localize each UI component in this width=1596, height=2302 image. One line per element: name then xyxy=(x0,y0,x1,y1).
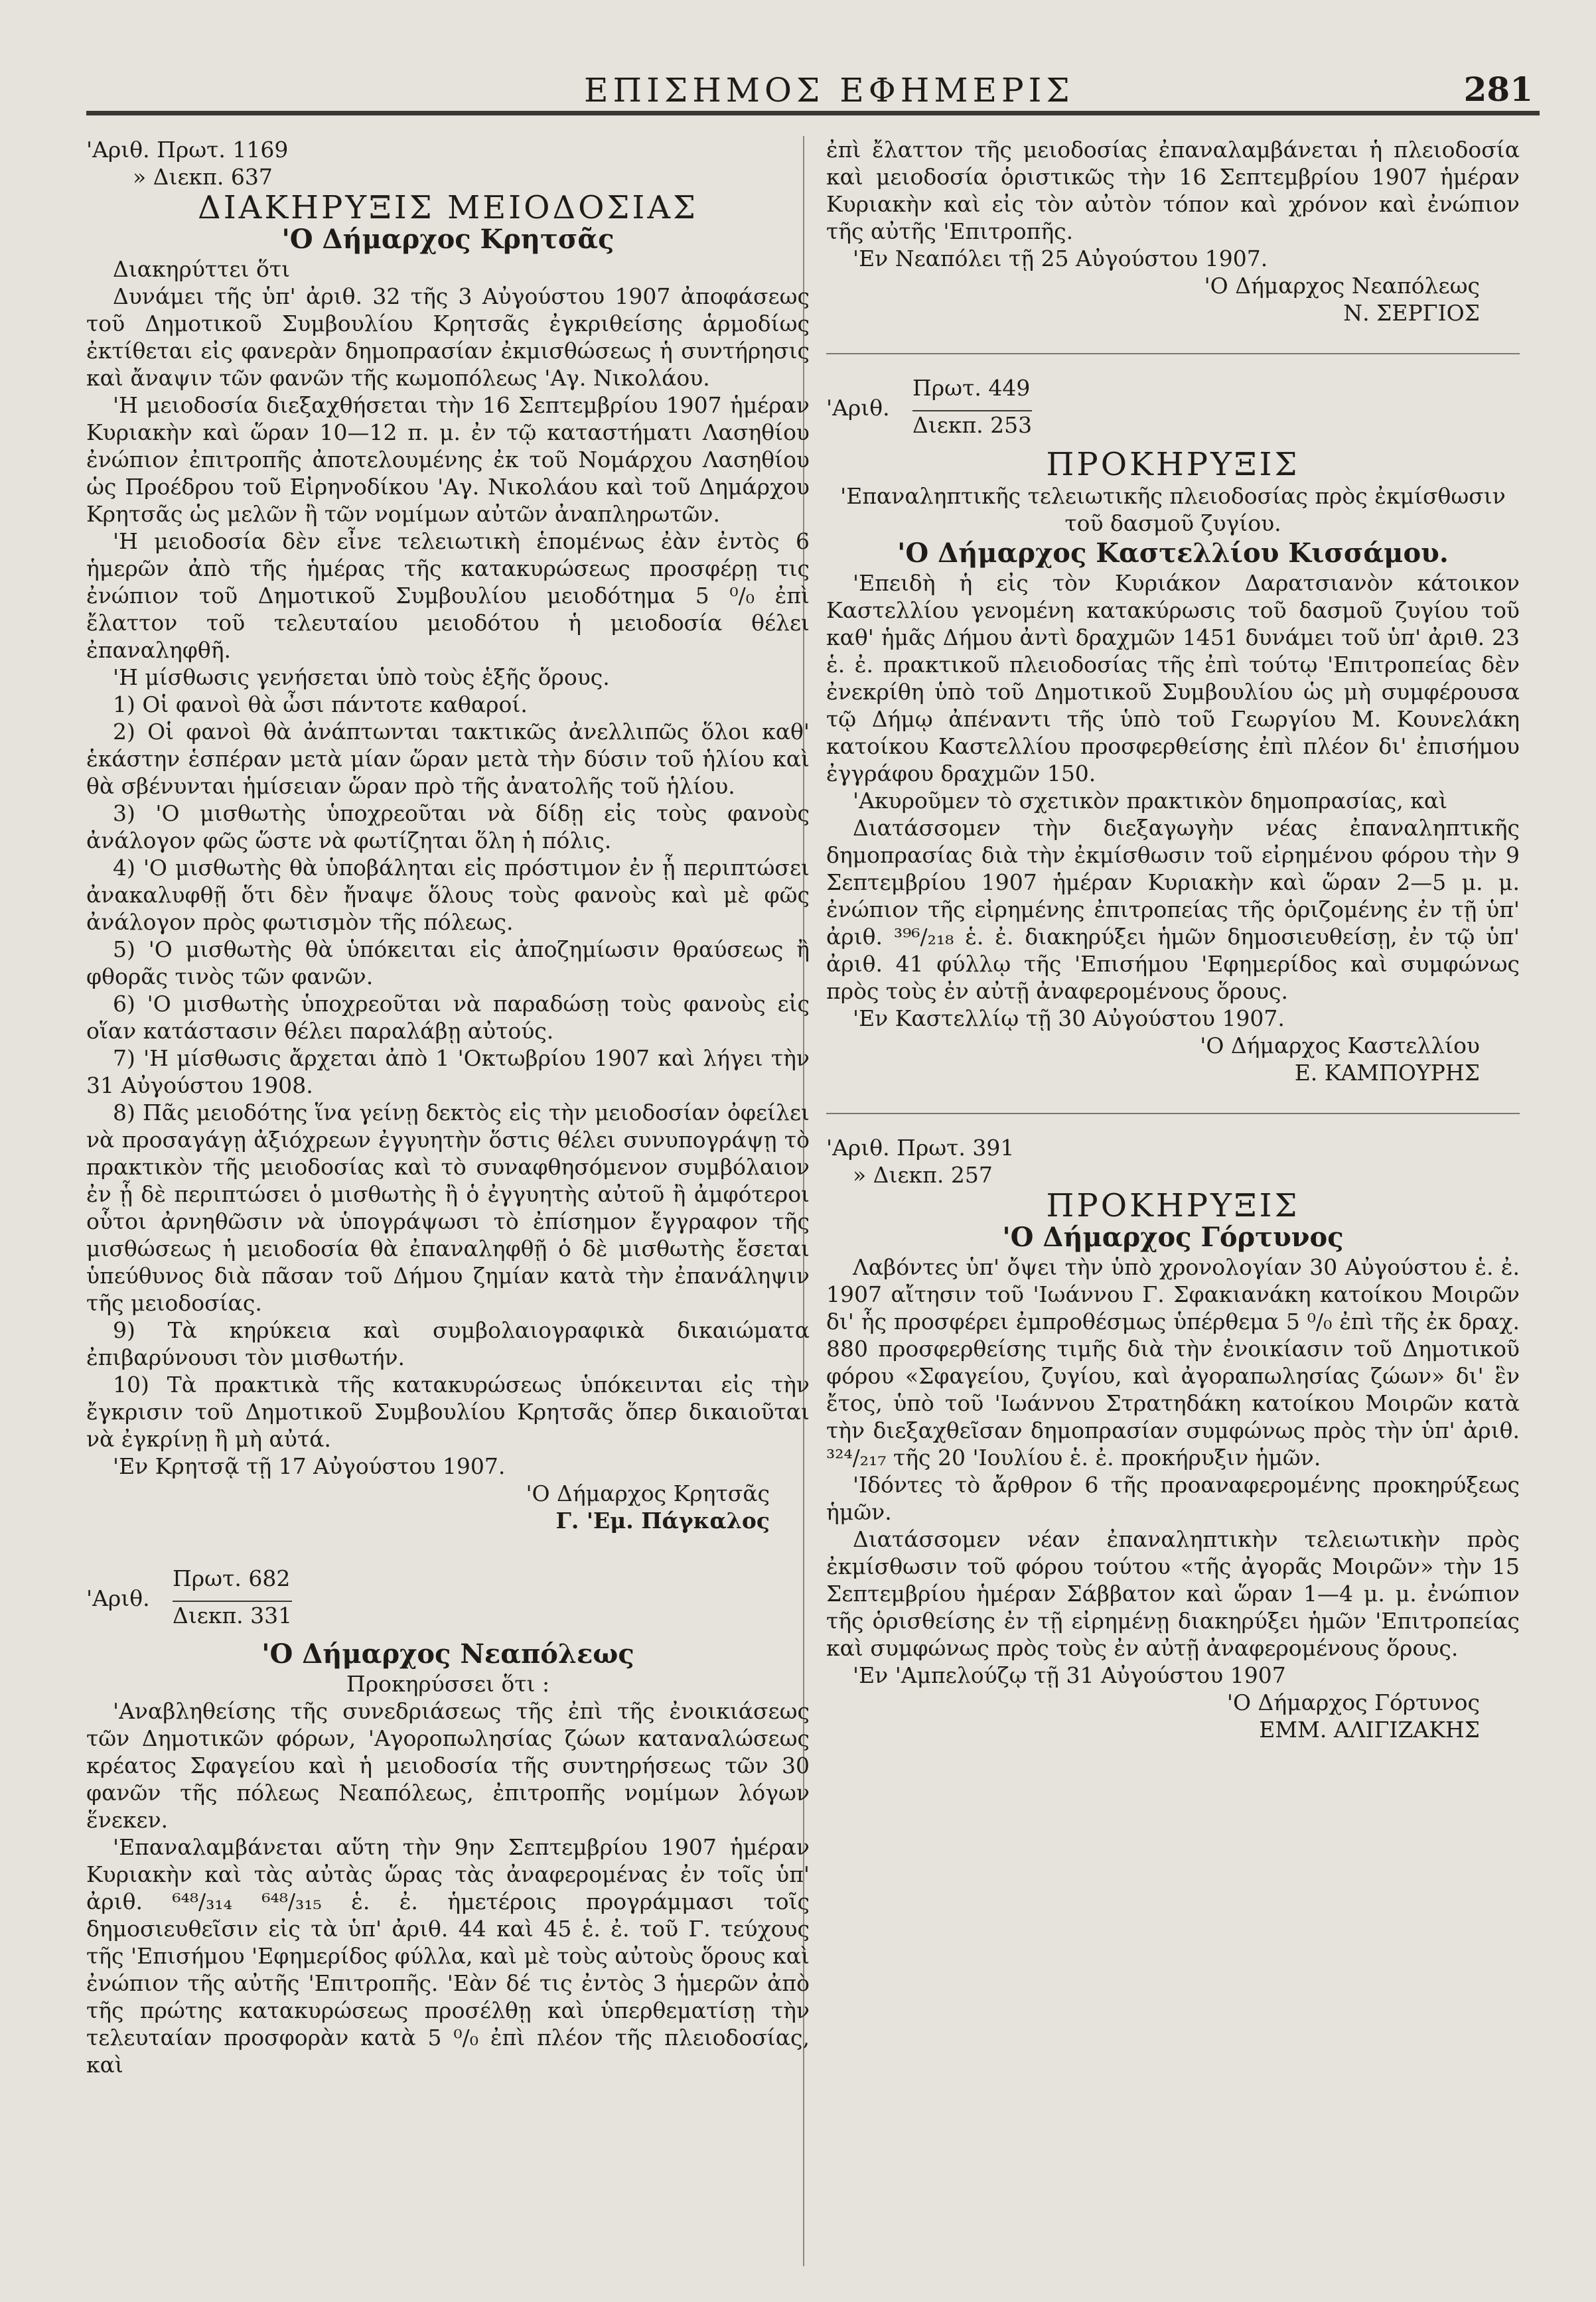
signature-name: Ε. ΚΑΜΠΟΥΡΗΣ xyxy=(1294,1060,1480,1086)
term-item: 2) Οἱ φανοὶ θὰ ἀνάπτωνται τακτικῶς ἀνελλιπῶς ὅλοι καθ' ἑκάστην ἑσπέραν μετὰ μίαν ὥραν μετὰ τὴν δύσιν τοῦ ἡλίου καὶ θὰ σβένυνται ἡμίσειαν ὥραν πρὸ τῆς ἀνατολῆς τοῦ ἡλίου. xyxy=(86,719,810,799)
term-item: 6) 'Ο μισθωτὴς ὑποχρεοῦται νὰ παραδώσῃ τοὺς φανοὺς εἰς οἵαν κατάστασιν θέλει παραλάβῃ αὐτούς. xyxy=(86,991,810,1044)
notice-issuer: 'Ο Δήμαρχος Κρητσᾶς xyxy=(281,224,615,255)
notice-paragraph: 'Ακυροῦμεν τὸ σχετικὸν πρακτικὸν δημοπρασίας, καὶ xyxy=(853,788,1448,814)
notice-title: ΠΡΟΚΗΡΥΞΙΣ xyxy=(1046,1187,1300,1224)
signature-title: 'Ο Δήμαρχος Νεαπόλεως xyxy=(1204,273,1480,299)
signature-title: 'Ο Δήμαρχος Καστελλίου xyxy=(1200,1033,1480,1058)
notice-issuer: 'Ο Δήμαρχος Γόρτυνος xyxy=(1002,1222,1344,1253)
term-item: 3) 'Ο μισθωτὴς ὑποχρεοῦται νὰ δίδῃ εἰς τοὺς φανοὺς ἀνάλογον φῶς ὥστε νὰ φωτίζηται ὅλη ἡ πόλις. xyxy=(86,800,810,853)
signature-name: Ν. ΣΕΡΓΙΟΣ xyxy=(1343,300,1480,326)
section-rule xyxy=(826,1113,1520,1114)
notice-paragraph: 'Ιδόντες τὸ ἄρθρον 6 τῆς προαναφερομένης προκηρύξεως ἡμῶν. xyxy=(826,1472,1520,1525)
notice-paragraph: Διατάσσομεν νέαν ἐπαναληπτικὴν τελειωτικὴν πρὸς ἐκμίσθωσιν τοῦ φόρου τούτου «τῆς ἀγορᾶς Μοιρῶν» τὴν 15 Σεπτεμβρίου ἡμέραν Σάββατον καὶ ὥραν 1—4 μ. μ. ἐνώπιον τῆς ὁρισθείσης ἐν τῇ εἰρημένῃ διακηρύξει ἡμῶν 'Επιτροπείας καὶ συμφώνως πρὸς τοὺς ἐν αὐτῇ ἀναφερομένους ὅρους. xyxy=(826,1526,1520,1661)
notice-number-protocol: 'Αριθ. Πρωτ. 391 xyxy=(826,1135,1015,1161)
signature-title: 'Ο Δήμαρχος Κρητσᾶς xyxy=(526,1480,770,1506)
notice-issuer: 'Ο Δήμαρχος Καστελλίου Κισσάμου. xyxy=(897,538,1449,569)
notice-declares: Προκηρύσσει ὅτι : xyxy=(346,1671,550,1697)
notice-date: 'Εν 'Αμπελούζῳ τῇ 31 Αὐγούστου 1907 xyxy=(853,1662,1286,1688)
notice-number-dispatch: » Διεκπ. 257 xyxy=(853,1162,993,1188)
term-item: 9) Τὰ κηρύκεια καὶ συμβολαιογραφικὰ δικαιώματα ἐπιβαρύνουσι τὸν μισθωτήν. xyxy=(86,1317,810,1370)
notice-reference-numbers xyxy=(826,374,1520,447)
notice-number-dispatch: » Διεκπ. 637 xyxy=(133,164,273,190)
right-column xyxy=(826,136,1520,1743)
notice-reference-numbers xyxy=(86,1565,810,1638)
notice-number-protocol: 'Αριθ. Πρωτ. 1169 xyxy=(86,137,289,163)
notice-paragraph: Λαβόντες ὑπ' ὄψει τὴν ὑπὸ χρονολογίαν 30 Αὐγούστου ἑ. ἐ. 1907 αἴτησιν τοῦ 'Ιωάννου Γ. Σφακιανάκη κατοίκου Μοιρῶν δι' ἧς προσφέρει ἐμπροθέσμως ὑπέρθεμα 5 ⁰/₀ ἐπὶ τῆς ἐκ δραχ. 880 προσφερθείσης τιμῆς διὰ τὴν ἐνοικίασιν τοῦ Δημοτικοῦ φόρου «Σφαγείου, ζυγίου, καὶ ἀγοραπωλησίας ζώων» δι' ἓν ἔτος, ὑπὸ τοῦ 'Ιωάννου Στρατηδάκη κατοίκου Μοιρῶν κατὰ τὴν διεξαχθεῖσαν δημοπρασίαν συμφώνως πρὸς τὴν ὑπ' ἀριθ. ³²⁴/₂₁₇ τῆς 20 'Ιουλίου ἑ. ἐ. προκήρυξιν ἡμῶν. xyxy=(826,1254,1520,1471)
notice-issuer: 'Ο Δήμαρχος Νεαπόλεως xyxy=(261,1638,634,1670)
notice-title: ΠΡΟΚΗΡΥΞΙΣ xyxy=(1046,446,1300,483)
notice-paragraph: 'Επαναλαμβάνεται αὕτη τὴν 9ην Σεπτεμβρίου 1907 ἡμέραν Κυριακὴν καὶ τὰς αὐτὰς ὥρας τὰς ἀναφερομένας ἐν τοῖς ὑπ' ἀριθ. ⁶⁴⁸/₃₁₄ ⁶⁴⁸/₃₁₅ ἑ. ἐ. ἡμετέροις προγράμμασι τοῖς δημοσιευθεῖσιν εἰς τὰ ὑπ' ἀριθ. 44 καὶ 45 ἑ. ἐ. τοῦ Γ. τεύχους τῆς 'Επισήμου 'Εφημερίδος φύλλα, καὶ μὲ τοὺς αὐτοὺς ὅρους καὶ ἐνώπιον τῆς αὐτῆς 'Επιτροπῆς. 'Εὰν δέ τις ἐντὸς 3 ἡμερῶν ἀπὸ τῆς πρώτης κατακυρώσεως προσέλθῃ καὶ ὑπερθεματίσῃ τὴν τελευταίαν προσφορὰν κατὰ 5 ⁰/₀ ἐπὶ πλέον τῆς πλειοδοσίας, καὶ xyxy=(86,1834,810,2078)
section-rule xyxy=(826,353,1520,354)
notice-paragraph: Διατάσσομεν τὴν διεξαγωγὴν νέας ἐπαναληπτικῆς δημοπρασίας διὰ τὴν ἐκμίσθωσιν τοῦ εἰρημένου φόρου τὴν 9 Σεπτεμβρίου 1907 ἡμέραν Κυριακὴν καὶ ὥραν 2—5 μ. μ. ἐνώπιον τῆς εἰρημένης ἐπιτροπείας τῆς ὁριζομένης ἐν τῇ ὑπ' ἀριθ. ³⁹⁶/₂₁₈ ἑ. ἐ. διακηρύξει ἡμῶν δημοσιευθείσῃ, ἐν τῷ ὑπ' ἀριθ. 41 φύλλῳ τῆς 'Επισήμου 'Εφημερίδος καὶ συμφώνως πρὸς τοὺς ἐν αὐτῇ ἀναφερομένους ὅρους. xyxy=(826,815,1520,1004)
term-item: 8) Πᾶς μειοδότης ἵνα γείνῃ δεκτὸς εἰς τὴν μειοδοσίαν ὀφείλει νὰ προσαγάγῃ ἀξιόχρεων ἐγγυητὴν ὅστις θέλει συνυπογράψῃ τὸ πρακτικὸν τῆς μειοδοσίας καὶ τὸ συναφθησόμενον συμβόλαιον ἐν ᾗ δὲ περιπτώσει ὁ μισθωτὴς ἢ ὁ ἐγγυητὴς αὐτοῦ ἢ ἀμφότεροι οὗτοι ἀρνηθῶσιν νὰ ὑπογράψωσι τὸ ἐπίσημον ἔγγραφον τῆς μισθώσεως ἡ μειοδοσία θὰ ἐπαναληφθῇ ὁ δὲ μισθωτὴς ἔσεται ὑπεύθυνος διὰ πᾶσαν τοῦ Δήμου ζημίαν κατὰ τὴν ἐπανάληψιν τῆς μειοδοσίας. xyxy=(86,1100,810,1316)
term-item: 1) Οἱ φανοὶ θὰ ὦσι πάντοτε καθαροί. xyxy=(113,691,528,717)
reference-label: 'Αριθ. xyxy=(86,1585,150,1611)
notice-paragraph: Δυνάμει τῆς ὑπ' ἀριθ. 32 τῆς 3 Αὐγούστου 1907 ἀποφάσεως τοῦ Δημοτικοῦ Συμβουλίου Κρητσᾶς ἐγκριθείσης ἁρμοδίως ἐκτίθεται εἰς φανερὰν δημοπρασίαν ἐκμισθώσεως ἡ συντήρησις καὶ ἄναψιν τῶν φανῶν τῆς κωμοπόλεως 'Αγ. Νικολάου. xyxy=(86,283,810,391)
signature-name: ΕΜΜ. ΑΛΙΓΙΖΑΚΗΣ xyxy=(1259,1717,1480,1743)
notice-paragraph: 'Αναβληθείσης τῆς συνεδριάσεως τῆς ἐπὶ τῆς ἐνοικιάσεως τῶν Δημοτικῶν φόρων, 'Αγοροπωλησίας ζώων καταναλώσεως κρέατος Σφαγείου καὶ ἡ μειοδοσία τῆς συντηρήσεως τῶν 30 φανῶν τῆς πόλεως Νεαπόλεως, ἐπιτροπῆς νομίμων λόγων ἕνεκεν. xyxy=(86,1698,810,1833)
notice-paragraph: 'Η μίσθωσις γενήσεται ὑπὸ τοὺς ἑξῆς ὅρους. xyxy=(113,664,610,690)
reference-dispatch: Διεκπ. 253 xyxy=(912,410,1032,439)
notice-paragraph: 'Επειδὴ ἡ εἰς τὸν Κυριάκον Δαρατσιανὸν κάτοικον Καστελλίου γενομένη κατακύρωσις τοῦ δασμοῦ ζυγίου τοῦ καθ' ἡμᾶς Δήμου ἀντὶ δραχμῶν 1451 δυνάμει τοῦ ὑπ' ἀριθ. 23 ἑ. ἐ. πρακτικοῦ πλειοδοσίας τῆς ἐπὶ τούτῳ 'Επιτροπείας δὲν ἐνεκρίθη ὑπὸ τοῦ Δημοτικοῦ Συμβουλίου ὡς μὴ συμφέρουσα τῷ Δήμῳ ἀπέναντι τῆς ὑπὸ τοῦ Γεωργίου Μ. Κουνελάκη κατοίκου Καστελλίου προσφερθείσης ἐπὶ πλέον δι' ἐπισήμου ἐγγράφου δραχμῶν 150. xyxy=(826,570,1520,786)
notice-title: ΔΙΑΚΗΡΥΞΙΣ ΜΕΙΟΔΟΣΙΑΣ xyxy=(198,189,698,226)
notice-date: 'Εν Καστελλίῳ τῇ 30 Αὐγούστου 1907. xyxy=(853,1005,1285,1031)
notice-declares: Διακηρύττει ὅτι xyxy=(113,256,291,282)
left-column xyxy=(86,136,810,2078)
header-rule xyxy=(86,111,1540,115)
notice-date: 'Εν Νεαπόλει τῇ 25 Αὐγούστου 1907. xyxy=(853,246,1268,271)
term-item: 4) 'Ο μισθωτὴς θὰ ὑποβάληται εἰς πρόστιμον ἐν ᾗ περιπτώσει ἀνακαλυφθῇ ὅτι δὲν ἤναψε ὅλους τοὺς φανοὺς καὶ μὲ φῶς ἀνάλογον πρὸς φωτισμὸν τῆς πόλεως. xyxy=(86,855,810,935)
page-number: 281 xyxy=(1463,70,1533,109)
reference-protocol: Πρωτ. 682 xyxy=(173,1565,291,1591)
term-item: 10) Τὰ πρακτικὰ τῆς κατακυρώσεως ὑπόκεινται εἰς τὴν ἔγκρισιν τοῦ Δημοτικοῦ Συμβουλίου Κρητσᾶς ὅπερ δικαιοῦται νὰ ἐγκρίνῃ ἢ μὴ αὐτά. xyxy=(86,1372,810,1452)
signature-name: Γ. 'Εμ. Πάγκαλος xyxy=(555,1508,770,1534)
reference-label: 'Αριθ. xyxy=(826,395,890,421)
term-item: 5) 'Ο μισθωτὴς θὰ ὑπόκειται εἰς ἀποζημίωσιν θραύσεως ἢ φθορᾶς τινὸς τῶν φανῶν. xyxy=(86,936,810,989)
notice-date: 'Εν Κρητσᾷ τῇ 17 Αὐγούστου 1907. xyxy=(113,1453,506,1479)
reference-dispatch: Διεκπ. 331 xyxy=(173,1601,292,1629)
notice-paragraph: 'Η μειοδοσία διεξαχθήσεται τὴν 16 Σεπτεμβρίου 1907 ἡμέραν Κυριακὴν καὶ ὥραν 10—12 π. μ. ἐν τῷ καταστήματι Λασηθίου ἐνώπιον ἐπιτροπῆς ἀποτελουμένης ἐκ τοῦ Νομάρχου Λασηθίου ὡς Προέδρου τοῦ Εἰρηνοδίκου 'Αγ. Νικολάου καὶ τοῦ Δημάρχου Κρητσᾶς ὡς μελῶν ἢ τῶν νομίμων αὐτῶν ἀναπληρωτῶν. xyxy=(86,392,810,527)
notice-paragraph: 'Η μειοδοσία δὲν εἶνε τελειωτικὴ ἑπομένως ἐὰν ἐντὸς 6 ἡμερῶν ἀπὸ τῆς ἡμέρας τῆς κατακυρώσεως προσφέρῃ τις ἐνώπιον τοῦ Δημοτικοῦ Συμβουλίου μειοδότημα 5 ⁰/₀ ἐπὶ ἔλαττον τοῦ τελευταίου μειοδότου ἡ μειοδοσία θέλει ἐπαναληφθῆ. xyxy=(86,528,810,663)
reference-protocol: Πρωτ. 449 xyxy=(912,375,1031,401)
signature-title: 'Ο Δήμαρχος Γόρτυνος xyxy=(1226,1690,1480,1715)
page-header xyxy=(0,63,1596,116)
gazette-title: ΕΠΙΣΗΜΟΣ ΕΦΗΜΕΡΙΣ xyxy=(584,71,1074,109)
term-item: 7) 'Η μίσθωσις ἄρχεται ἀπὸ 1 'Οκτωβρίου 1907 καὶ λήγει τὴν 31 Αὐγούστου 1908. xyxy=(86,1045,810,1098)
notice-paragraph-continued: ἐπὶ ἔλαττον τῆς μειοδοσίας ἐπαναλαμβάνεται ἡ πλειοδοσία καὶ μειοδοσία ὁριστικῶς τὴν 16 Σεπτεμβρίου 1907 ἡμέραν Κυριακὴν καὶ εἰς τὸν αὐτὸν τόπον καὶ χρόνον καὶ ἐνώπιον τῆς αὐτῆς 'Επιτροπῆς. xyxy=(826,137,1520,244)
notice-subtitle: 'Επαναληπτικῆς τελειωτικῆς πλειοδοσίας πρὸς ἐκμίσθωσιν τοῦ δασμοῦ ζυγίου. xyxy=(840,483,1506,536)
